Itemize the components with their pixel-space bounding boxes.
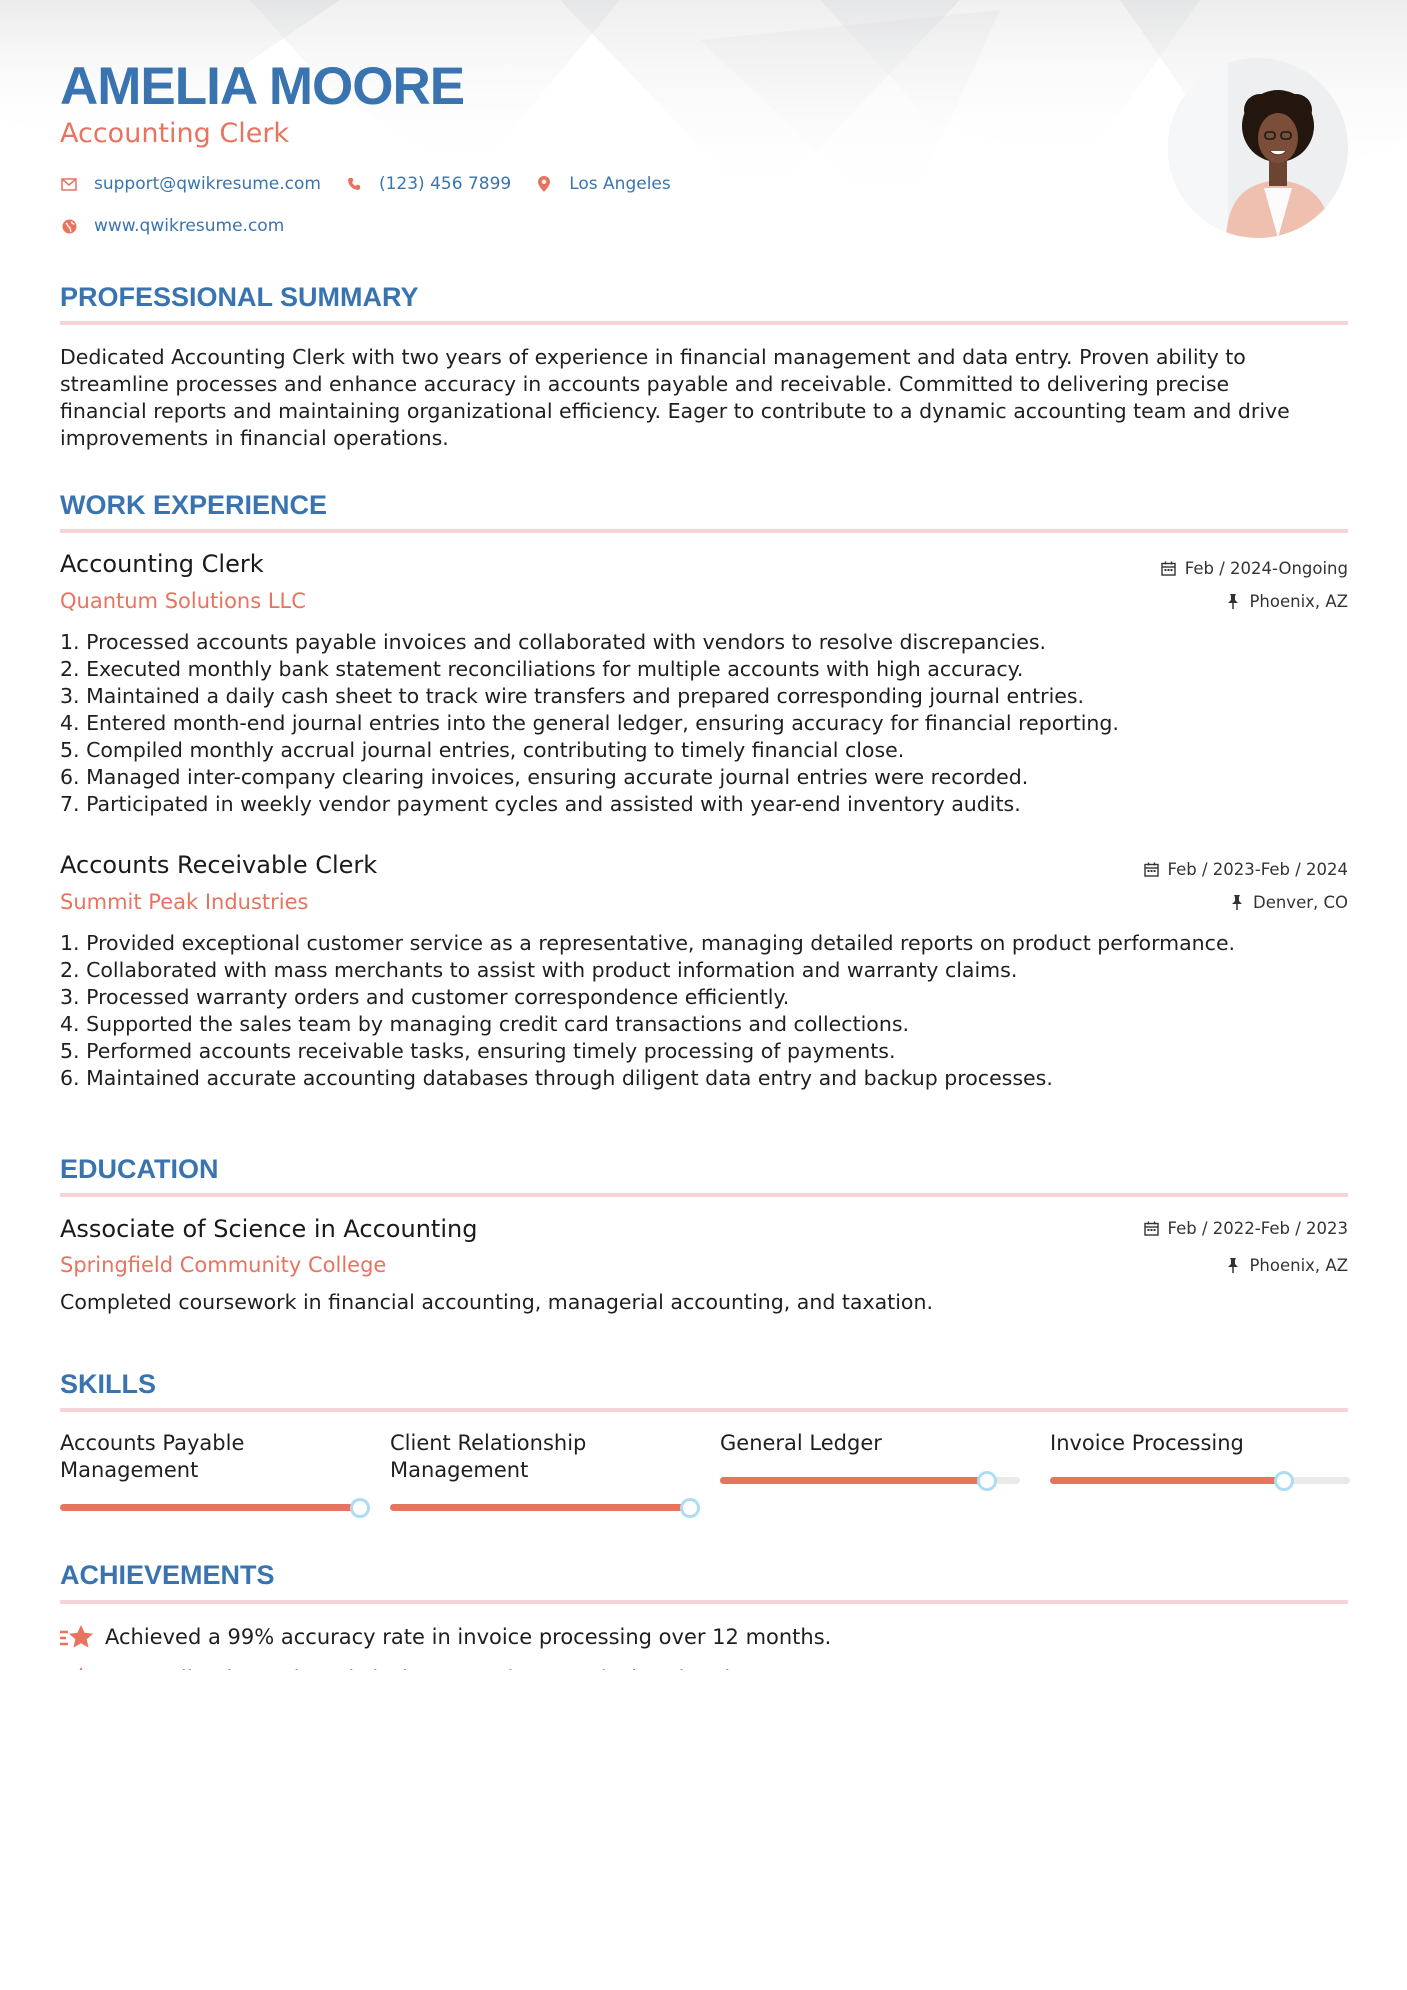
pushpin-icon bbox=[1225, 1258, 1241, 1274]
job-location-text: Phoenix, AZ bbox=[1249, 592, 1348, 611]
calendar-icon bbox=[1144, 862, 1160, 878]
skill-label-line: Invoice Processing bbox=[1050, 1431, 1244, 1455]
job-title: Accounts Receivable Clerk bbox=[60, 851, 378, 879]
candidate-role: Accounting Clerk bbox=[60, 118, 290, 149]
skill-level-fill bbox=[1050, 1477, 1284, 1484]
list-item: 3. Maintained a daily cash sheet to track wire transfers and prepared corresponding journal entries. bbox=[60, 684, 1085, 708]
job-company: Quantum Solutions LLC bbox=[60, 589, 306, 613]
education-location bbox=[1225, 1256, 1348, 1275]
envelope-icon bbox=[60, 175, 78, 193]
skill-level-knob bbox=[977, 1471, 997, 1491]
section-title-skills: SKILLS bbox=[60, 1369, 157, 1399]
section-title-experience: WORK EXPERIENCE bbox=[60, 490, 328, 520]
job-dates bbox=[1161, 559, 1348, 578]
list-item: 5. Performed accounts receivable tasks, ensuring timely processing of payments. bbox=[60, 1039, 896, 1063]
skill-level-fill bbox=[60, 1504, 360, 1511]
job-company: Summit Peak Industries bbox=[60, 890, 309, 914]
skill-label bbox=[720, 1430, 1020, 1457]
calendar-icon bbox=[1161, 561, 1177, 577]
section-divider bbox=[60, 1408, 1348, 1412]
summary-line: improvements in financial operations. bbox=[60, 426, 449, 450]
degree-title: Associate of Science in Accounting bbox=[60, 1215, 478, 1243]
list-item: 1. Provided exceptional customer service as a representative, managing detailed reports on product performance. bbox=[60, 931, 1236, 955]
skill-label-line: Client Relationship bbox=[390, 1431, 587, 1455]
job-dates bbox=[1144, 860, 1348, 879]
skill-level-bar bbox=[390, 1504, 690, 1511]
list-item: 4. Supported the sales team by managing credit card transactions and collections. bbox=[60, 1012, 910, 1036]
calendar-icon bbox=[1144, 1221, 1160, 1237]
pushpin-icon bbox=[1225, 594, 1241, 610]
skill-label-line: Management bbox=[390, 1458, 529, 1482]
summary-line: Dedicated Accounting Clerk with two years of experience in financial management and data entry. Proven ability to bbox=[60, 345, 1246, 369]
list-item: 4. Entered month-end journal entries into the general ledger, ensuring accuracy for financial reporting. bbox=[60, 711, 1119, 735]
summary-line: financial reports and maintaining organizational efficiency. Eager to contribute to a dynamic accounting team and drive bbox=[60, 399, 1290, 423]
summary-line: streamline processes and enhance accuracy in accounts payable and receivable. Committed to delivering precise bbox=[60, 372, 1230, 396]
skill-item bbox=[390, 1430, 690, 1484]
skill-label-line: Management bbox=[60, 1458, 199, 1482]
skill-level-fill bbox=[720, 1477, 987, 1484]
list-item: 6. Managed inter-company clearing invoices, ensuring accurate journal entries were recorded. bbox=[60, 765, 1029, 789]
email-link[interactable]: support@qwikresume.com bbox=[94, 174, 321, 194]
section-title-education: EDUCATION bbox=[60, 1154, 219, 1184]
list-item: 5. Compiled monthly accrual journal entries, contributing to timely financial close. bbox=[60, 738, 905, 762]
skill-label bbox=[60, 1430, 360, 1484]
school-name: Springfield Community College bbox=[60, 1253, 387, 1277]
map-pin-icon bbox=[535, 175, 553, 193]
contact-location: Los Angeles bbox=[569, 174, 671, 194]
globe-icon bbox=[60, 217, 78, 235]
list-item: 3. Processed warranty orders and customer correspondence efficiently. bbox=[60, 985, 790, 1009]
list-item: 2. Executed monthly bank statement reconciliations for multiple accounts with high accuracy. bbox=[60, 657, 1024, 681]
skill-label-line: Accounts Payable bbox=[60, 1431, 245, 1455]
list-item: 2. Collaborated with mass merchants to assist with product information and warranty claims. bbox=[60, 958, 1018, 982]
section-divider bbox=[60, 1193, 1348, 1197]
contact-row-secondary bbox=[60, 216, 308, 236]
skill-level-knob bbox=[1274, 1471, 1294, 1491]
website-link[interactable]: www.qwikresume.com bbox=[94, 216, 285, 236]
job-location bbox=[1225, 592, 1348, 611]
skill-label bbox=[1050, 1430, 1350, 1457]
skill-item bbox=[720, 1430, 1020, 1457]
job-location bbox=[1229, 893, 1348, 912]
contact-row-primary bbox=[60, 174, 695, 194]
skill-label-line: General Ledger bbox=[720, 1431, 882, 1455]
section-divider bbox=[60, 529, 1348, 533]
job-location-text: Denver, CO bbox=[1252, 893, 1348, 912]
star-icon bbox=[60, 1624, 94, 1650]
achievement-text: Achieved a 99% accuracy rate in invoice processing over 12 months. bbox=[105, 1625, 832, 1649]
job-duties-list bbox=[60, 629, 1348, 818]
list-item: 7. Participated in weekly vendor payment cycles and assisted with year-end inventory audits. bbox=[60, 792, 1021, 816]
candidate-name: AMELIA MOORE bbox=[60, 57, 465, 116]
summary-text bbox=[60, 344, 1348, 452]
list-item: 6. Maintained accurate accounting databases through diligent data entry and backup processes. bbox=[60, 1066, 1053, 1090]
profile-photo bbox=[1168, 58, 1348, 238]
skill-level-knob bbox=[350, 1498, 370, 1518]
skill-level-fill bbox=[390, 1504, 690, 1511]
education-dates bbox=[1144, 1219, 1348, 1238]
skill-level-bar bbox=[1050, 1477, 1350, 1484]
section-title-summary: PROFESSIONAL SUMMARY bbox=[60, 282, 419, 312]
phone-number[interactable]: (123) 456 7899 bbox=[378, 174, 512, 194]
job-title: Accounting Clerk bbox=[60, 550, 264, 578]
list-item: 1. Processed accounts payable invoices and collaborated with vendors to resolve discrepancies. bbox=[60, 630, 1047, 654]
job-duties-list bbox=[60, 930, 1348, 1092]
phone-icon bbox=[345, 175, 363, 193]
section-divider bbox=[60, 1600, 1348, 1604]
education-location-text: Phoenix, AZ bbox=[1249, 1256, 1348, 1275]
section-title-achievements: ACHIEVEMENTS bbox=[60, 1560, 275, 1590]
pushpin-icon bbox=[1229, 895, 1245, 911]
portrait-illustration bbox=[1168, 58, 1348, 238]
education-dates-text: Feb / 2022-Feb / 2023 bbox=[1167, 1219, 1348, 1238]
skill-label bbox=[390, 1430, 690, 1484]
skill-level-knob bbox=[680, 1498, 700, 1518]
job-dates-text: Feb / 2023-Feb / 2024 bbox=[1167, 860, 1348, 879]
page-bottom-whitespace bbox=[0, 1670, 1407, 1990]
skill-item bbox=[60, 1430, 360, 1484]
skill-item bbox=[1050, 1430, 1350, 1457]
skill-level-bar bbox=[60, 1504, 360, 1511]
section-divider bbox=[60, 321, 1348, 325]
job-dates-text: Feb / 2024-Ongoing bbox=[1184, 559, 1348, 578]
education-description: Completed coursework in financial accounting, managerial accounting, and taxation. bbox=[60, 1290, 933, 1314]
skill-level-bar bbox=[720, 1477, 1020, 1484]
achievement-item bbox=[60, 1624, 831, 1650]
